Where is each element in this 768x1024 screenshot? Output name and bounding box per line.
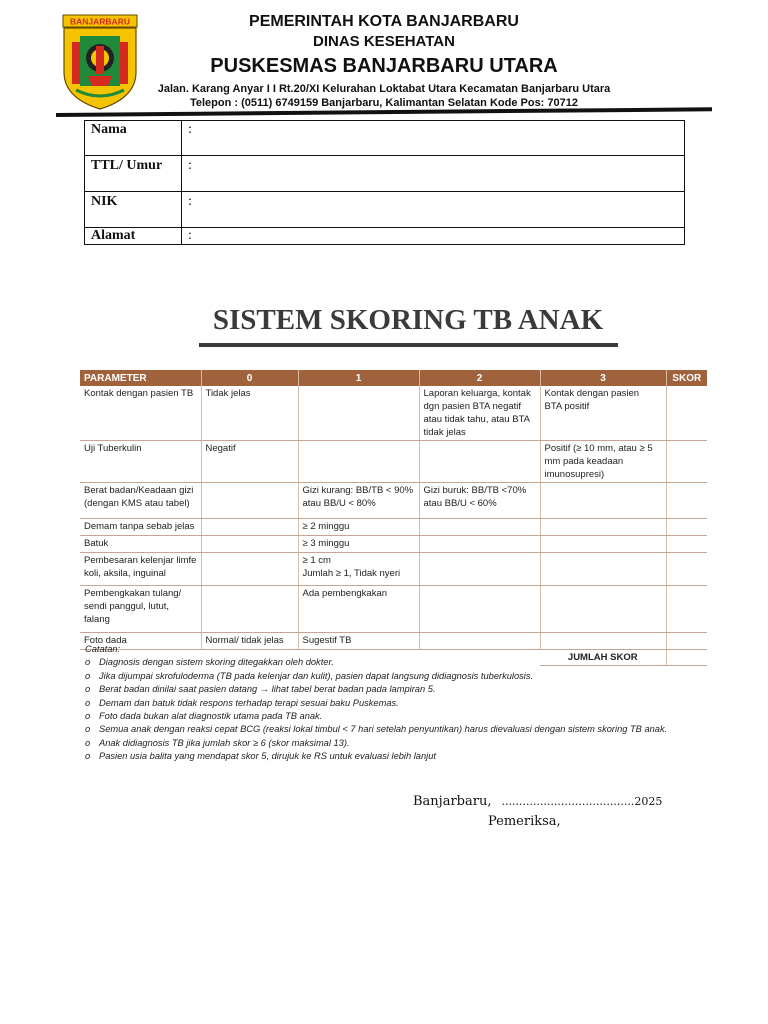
parameter-cell: Pembesaran kelenjar limfe koli, aksila, inguinal [80, 553, 201, 586]
score-cell[interactable] [666, 519, 707, 536]
header-cell: 2 [419, 370, 540, 386]
criteria-cell: Tidak jelas [201, 386, 298, 441]
criteria-cell [419, 586, 540, 633]
criteria-cell: Gizi kurang: BB/TB < 90% atau BB/U < 80% [298, 483, 419, 519]
letterhead [150, 12, 618, 110]
criteria-cell [201, 553, 298, 586]
parameter-cell: Uji Tuberkulin [80, 441, 201, 483]
criteria-cell: Ada pembengkakan [298, 586, 419, 633]
criteria-cell: ≥ 1 cm Jumlah ≥ 1, Tidak nyeri [298, 553, 419, 586]
note-bullet: o [85, 751, 91, 762]
score-cell[interactable] [666, 553, 707, 586]
scoring-row [80, 536, 707, 553]
parameter-cell: Berat badan/Keadaan gizi (dengan KMS atau tabel) [80, 483, 201, 519]
phone-line: Telepon : (0511) 6749159 Banjarbaru, Kalimantan Selatan Kode Pos: 70712 [189, 97, 578, 109]
score-cell[interactable] [666, 483, 707, 519]
parameter-cell: Demam tanpa sebab jelas [80, 519, 201, 536]
header-cell: 1 [298, 370, 419, 386]
criteria-cell [419, 519, 540, 536]
notes-section [85, 643, 667, 764]
header-cell: 3 [540, 370, 666, 386]
note-text: Demam dan batuk tidak respons terhadap terapi sesuai baku Puskemas. [99, 697, 399, 708]
logo-text: BANJARBARU [70, 16, 130, 27]
note-item [85, 683, 667, 696]
criteria-cell [540, 519, 666, 536]
city-logo [62, 14, 138, 110]
signature-place: Banjarbaru, [413, 794, 492, 809]
score-cell[interactable] [666, 586, 707, 633]
scoring-row [80, 483, 707, 519]
identity-label: TTL/ Umur [85, 156, 182, 192]
identity-label: Alamat [85, 228, 182, 245]
signature-place-date [413, 794, 662, 809]
criteria-cell: Sugestif TB [298, 633, 419, 650]
criteria-cell: ≥ 3 minggu [298, 536, 419, 553]
note-item [85, 723, 667, 736]
identity-row [85, 192, 685, 228]
document-title: SISTEM SKORING TB ANAK [212, 304, 604, 336]
note-text: Diagnosis dengan sistem skoring ditegakkan oleh dokter. [99, 657, 334, 668]
criteria-cell: Positif (≥ 10 mm, atau ≥ 5 mm pada keadaan imunosupresi) [540, 441, 666, 483]
criteria-cell [201, 536, 298, 553]
note-text: Semua anak dengan reaksi cepat BCG (reaksi lokal timbul < 7 hari setelah penyuntikan) harus dievaluasi dengan sistem skoring TB anak. [99, 724, 668, 735]
criteria-cell: Gizi buruk: BB/TB <70% atau BB/U < 60% [419, 483, 540, 519]
criteria-cell [201, 519, 298, 536]
total-score-label: JUMLAH SKOR [540, 650, 666, 666]
signature-role: Pemeriksa, [488, 814, 561, 829]
criteria-cell [540, 553, 666, 586]
note-item [85, 737, 667, 750]
note-text: Pasien usia balita yang mendapat skor 5, dirujuk ke RS untuk evaluasi lebih lanjut [99, 751, 436, 762]
scoring-row [80, 586, 707, 633]
identity-value-field[interactable]: : [182, 228, 685, 245]
score-cell[interactable] [666, 441, 707, 483]
note-item [85, 750, 667, 763]
notes-heading: Catatan: [85, 644, 121, 654]
parameter-cell: Kontak dengan pasien TB [80, 386, 201, 441]
criteria-cell: Normal/ tidak jelas [201, 633, 298, 650]
criteria-cell [419, 536, 540, 553]
scoring-header-row [80, 370, 707, 386]
header-cell: 0 [201, 370, 298, 386]
criteria-cell [419, 441, 540, 483]
total-score-cell[interactable] [666, 650, 707, 666]
scoring-row [80, 553, 707, 586]
signature-date-line[interactable]: ......................................2025 [501, 795, 663, 808]
department-name: DINAS KESEHATAN [313, 33, 455, 50]
address-line: Jalan. Karang Anyar I I Rt.20/XI Kelurahan Loktabat Utara Kecamatan Banjarbaru Utara [157, 83, 611, 95]
scoring-row [80, 386, 707, 441]
criteria-cell [540, 536, 666, 553]
note-bullet: o [85, 724, 91, 735]
note-item [85, 656, 667, 669]
title-underline [199, 343, 618, 347]
note-text: Anak didiagnosis TB jika jumlah skor ≥ 6 (skor maksimal 13). [99, 737, 350, 748]
note-text: Foto dada bukan alat diagnostik utama pada TB anak. [99, 711, 323, 722]
criteria-cell [201, 483, 298, 519]
note-text: Jika dijumpai skrofuloderma (TB pada kelenjar dan kulit), pasien dapat langsung didiagnosis tuberkulosis. [99, 670, 534, 681]
identity-row [85, 228, 685, 245]
criteria-cell [540, 586, 666, 633]
note-item [85, 670, 667, 683]
identity-value-field[interactable]: : [182, 156, 685, 192]
parameter-cell: Pembengkakan tulang/ sendi panggul, lutut, falang [80, 586, 201, 633]
score-cell[interactable] [666, 633, 707, 650]
note-bullet: o [85, 737, 91, 748]
header-cell: PARAMETER [80, 370, 201, 386]
criteria-cell [298, 386, 419, 441]
scoring-table [80, 370, 707, 666]
header-cell: SKOR [666, 370, 707, 386]
clinic-name: PUSKESMAS BANJARBARU UTARA [210, 55, 558, 77]
identity-value-field[interactable]: : [182, 121, 685, 156]
govt-name: PEMERINTAH KOTA BANJARBARU [249, 13, 519, 30]
criteria-cell: ≥ 2 minggu [298, 519, 419, 536]
note-bullet: o [85, 670, 91, 681]
identity-label: NIK [85, 192, 182, 228]
criteria-cell: Kontak dengan pasien BTA positif [540, 386, 666, 441]
note-bullet: o [85, 697, 91, 708]
identity-row [85, 156, 685, 192]
criteria-cell [540, 483, 666, 519]
scoring-row [80, 441, 707, 483]
parameter-cell: Batuk [80, 536, 201, 553]
criteria-cell: Laporan keluarga, kontak dgn pasien BTA negatif atau tidak tahu, atau BTA tidak jelas [419, 386, 540, 441]
criteria-cell [419, 553, 540, 586]
note-text: Berat badan dinilai saat pasien datang → lihat tabel berat badan pada lampiran 5. [99, 684, 436, 695]
criteria-cell: Negatif [201, 441, 298, 483]
parameter-cell: Foto dada [80, 633, 201, 650]
criteria-cell [298, 441, 419, 483]
note-bullet: o [85, 711, 91, 722]
patient-identity-table [84, 120, 685, 245]
notes-list [85, 656, 667, 763]
score-cell[interactable] [666, 386, 707, 441]
note-bullet: o [85, 657, 91, 668]
identity-label: Nama [85, 121, 182, 156]
identity-row [85, 121, 685, 156]
note-bullet: o [85, 684, 91, 695]
scoring-row [80, 519, 707, 536]
score-cell[interactable] [666, 536, 707, 553]
scoring-body [80, 386, 707, 666]
criteria-cell [201, 586, 298, 633]
note-item [85, 710, 667, 723]
note-item [85, 697, 667, 710]
identity-value-field[interactable]: : [182, 192, 685, 228]
